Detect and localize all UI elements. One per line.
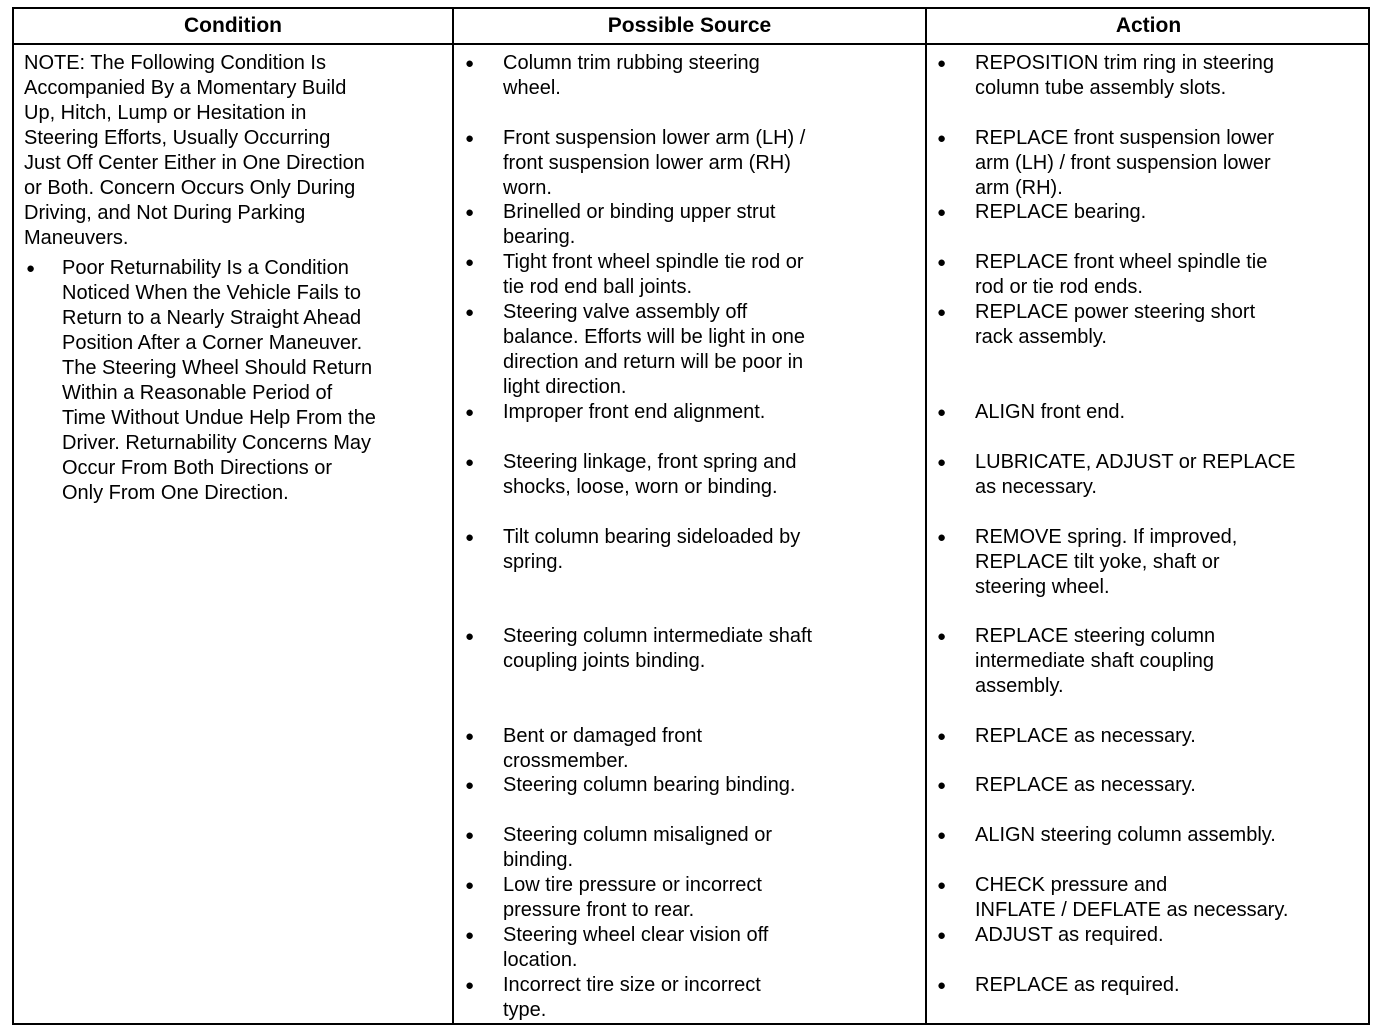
bullet-icon: ● bbox=[937, 977, 947, 994]
bullet-icon: ● bbox=[937, 827, 947, 844]
diagnosis-table bbox=[12, 7, 1370, 1025]
column-divider bbox=[452, 9, 454, 1023]
bullet-icon: ● bbox=[465, 404, 475, 421]
bullet-icon: ● bbox=[465, 254, 475, 271]
bullet-icon: ● bbox=[465, 977, 475, 994]
action-item: REPLACE steering column intermediate shaft coupling assembly. bbox=[975, 625, 1216, 697]
bullet-icon: ● bbox=[937, 777, 947, 794]
bullet-icon: ● bbox=[937, 304, 947, 321]
bullet-icon: ● bbox=[465, 304, 475, 321]
bullet-icon: ● bbox=[937, 927, 947, 944]
bullet-icon: ● bbox=[465, 204, 475, 221]
header-possible-source: Possible Source bbox=[607, 14, 772, 37]
source-item: Improper front end alignment. bbox=[503, 401, 766, 423]
action-item: REPLACE as necessary. bbox=[975, 725, 1196, 747]
bullet-icon: ● bbox=[937, 454, 947, 471]
action-item: REPLACE as necessary. bbox=[975, 774, 1196, 796]
source-item: Steering column bearing binding. bbox=[503, 774, 796, 796]
source-item: Steering column intermediate shaft coupling joints binding. bbox=[503, 625, 813, 672]
action-item: CHECK pressure and INFLATE / DEFLATE as necessary. bbox=[975, 874, 1289, 921]
bullet-icon: ● bbox=[465, 927, 475, 944]
source-item: Steering linkage, front spring and shocks, loose, worn or binding. bbox=[503, 451, 797, 498]
bullet-icon: ● bbox=[465, 827, 475, 844]
source-item: Steering column misaligned or binding. bbox=[503, 824, 773, 871]
bullet-icon: ● bbox=[465, 777, 475, 794]
bullet-icon: ● bbox=[937, 728, 947, 745]
action-item: REMOVE spring. If improved, REPLACE tilt yoke, shaft or steering wheel. bbox=[975, 526, 1238, 598]
bullet-icon: ● bbox=[465, 130, 475, 147]
source-item: Front suspension lower arm (LH) / front suspension lower arm (RH) worn. bbox=[503, 127, 806, 199]
action-item: REPLACE front wheel spindle tie rod or tie rod ends. bbox=[975, 251, 1268, 298]
action-item: ALIGN steering column assembly. bbox=[975, 824, 1276, 846]
action-item: REPLACE as required. bbox=[975, 974, 1180, 996]
bullet-icon: ● bbox=[465, 454, 475, 471]
action-item: LUBRICATE, ADJUST or REPLACE as necessary. bbox=[975, 451, 1296, 498]
bullet-icon: ● bbox=[465, 628, 475, 645]
action-item: REPLACE power steering short rack assembly. bbox=[975, 301, 1256, 348]
source-item: Bent or damaged front crossmember. bbox=[503, 725, 703, 772]
condition-poor-returnability: Poor Returnability Is a Condition Noticed When the Vehicle Fails to Return to a Nearly Straight Ahead Position After a Corner Maneuver. The Steering Wheel Should Return Within a Reasonable Period of Time Without Undue Help From the Driver. Returnability Concerns May Occur From Both Directions or Only From One Direction. bbox=[62, 257, 376, 504]
source-item: Low tire pressure or incorrect pressure front to rear. bbox=[503, 874, 762, 921]
bullet-icon: ● bbox=[465, 877, 475, 894]
bullet-icon: ● bbox=[465, 55, 475, 72]
source-item: Tight front wheel spindle tie rod or tie rod end ball joints. bbox=[503, 251, 804, 298]
header-condition: Condition bbox=[184, 14, 282, 37]
bullet-icon: ● bbox=[937, 254, 947, 271]
header-action: Action bbox=[1115, 14, 1182, 37]
action-item: REPOSITION trim ring in steering column tube assembly slots. bbox=[975, 52, 1274, 99]
bullet-icon: ● bbox=[465, 728, 475, 745]
condition-note: NOTE: The Following Condition Is Accompanied By a Momentary Build Up, Hitch, Lump or Hesitation in Steering Efforts, Usually Occurring Just Off Center Either in One Direction or Both. Concern Occurs Only During Driving, and Not During Parking Maneuvers. bbox=[24, 52, 365, 249]
bullet-icon: ● bbox=[937, 55, 947, 72]
action-item: ADJUST as required. bbox=[975, 924, 1164, 946]
column-divider bbox=[925, 9, 927, 1023]
bullet-icon: ● bbox=[465, 529, 475, 546]
bullet-icon: ● bbox=[937, 529, 947, 546]
bullet-icon: ● bbox=[26, 260, 36, 277]
bullet-icon: ● bbox=[937, 204, 947, 221]
header-divider bbox=[14, 43, 1368, 45]
bullet-icon: ● bbox=[937, 130, 947, 147]
source-item: Steering wheel clear vision off location. bbox=[503, 924, 769, 971]
action-item: REPLACE front suspension lower arm (LH) / front suspension lower arm (RH). bbox=[975, 127, 1275, 199]
action-item: ALIGN front end. bbox=[975, 401, 1126, 423]
source-item: Steering valve assembly off balance. Efforts will be light in one direction and return will be poor in light direction. bbox=[503, 301, 806, 398]
bullet-icon: ● bbox=[937, 877, 947, 894]
bullet-icon: ● bbox=[937, 404, 947, 421]
source-item: Brinelled or binding upper strut bearing. bbox=[503, 201, 776, 248]
source-item: Tilt column bearing sideloaded by spring. bbox=[503, 526, 801, 573]
source-item: Column trim rubbing steering wheel. bbox=[503, 52, 760, 99]
source-item: Incorrect tire size or incorrect type. bbox=[503, 974, 761, 1021]
bullet-icon: ● bbox=[937, 628, 947, 645]
action-item: REPLACE bearing. bbox=[975, 201, 1147, 223]
